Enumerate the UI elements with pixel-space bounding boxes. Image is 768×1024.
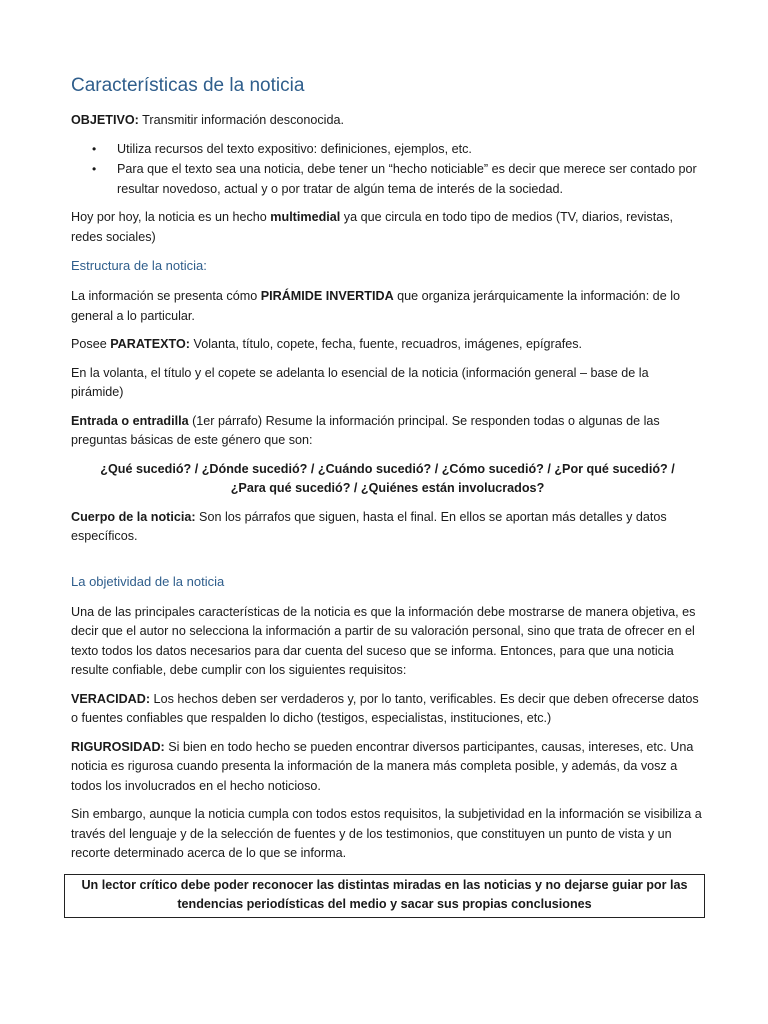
text-run: ya que circula en todo tipo de medios (TV, diarios, revistas, redes sociales) xyxy=(71,210,674,244)
subjetividad-paragraph: Sin embargo, aunque la noticia cumpla con todos estos requisitos, la subjetividad en la información se visibiliza a través del lenguaje y de la selección de fuentes y de los testimonios, que constituyen un punto de vista y un recorte determinado acerca de lo que se informa. xyxy=(71,807,702,860)
objetivo-label: OBJETIVO: xyxy=(71,113,139,127)
paratexto-paragraph xyxy=(71,335,704,355)
text-run: Si bien en todo hecho se pueden encontrar diversos participantes, causas, intereses, etc. Una noticia es rigurosa cuando presenta la información de la manera más completa posible, y además, da vosz a todos los involucrados en el hecho noticioso. xyxy=(71,739,694,793)
text-run: Posee xyxy=(71,337,111,351)
veracidad-paragraph xyxy=(71,690,704,729)
list-item-text: Para que el texto sea una noticia, debe tener un “hecho noticiable” es decir que merece ser contado por resultar novedoso, actual y o por tratar de algún tema de interés de la sociedad. xyxy=(117,162,697,196)
estructura-heading: Estructura de la noticia: xyxy=(71,258,207,273)
bold-run: VERACIDAD: xyxy=(71,691,151,706)
list-item-text: Utiliza recursos del texto expositivo: definiciones, ejemplos, etc. xyxy=(117,141,472,156)
bold-run: Entrada o entradilla xyxy=(71,413,189,428)
bold-run: PIRÁMIDE INVERTIDA xyxy=(260,289,394,303)
list-item xyxy=(92,160,704,199)
piramide-paragraph xyxy=(71,287,704,326)
bold-run: Cuerpo de la noticia: xyxy=(71,509,196,524)
text-run: Hoy por hoy, la noticia es un hecho xyxy=(71,210,271,224)
text-run: (1er párrafo) Resume la información principal. Se responden todas o algunas de las preguntas básicas de este género que son: xyxy=(71,413,660,447)
objetividad-heading: La objetividad de la noticia xyxy=(71,573,225,589)
bullet-icon: • xyxy=(92,141,97,156)
multimedial-paragraph xyxy=(71,208,704,247)
preguntas-basicas: ¿Qué sucedió? / ¿Dónde sucedió? / ¿Cuándo sucedió? / ¿Cómo sucedió? / ¿Por qué sucedió? / ¿Para qué sucedió? / ¿Quiénes están involucrados? xyxy=(100,461,675,495)
text-run: Los hechos deben ser verdaderos y, por lo tanto, verificables. Es decir que deben ofrecerse datos o fuentes confiables que respalden lo dicho (testigos, especialistas, instituciones, etc.) xyxy=(71,691,699,725)
objetivo-paragraph xyxy=(71,111,704,131)
conclusion-box: Un lector crítico debe poder reconocer las distintas miradas en las noticias y no dejarse guiar por las tendencias periodísticas del medio y sacar sus propias conclusiones xyxy=(64,874,705,918)
objetivo-text: Transmitir información desconocida. xyxy=(138,113,344,127)
cuerpo-paragraph xyxy=(71,508,704,547)
text-run: Volanta, título, copete, fecha, fuente, recuadros, imágenes, epígrafes. xyxy=(189,337,583,351)
text-run: Son los párrafos que siguen, hasta el final. En ellos se aportan más detalles y datos específicos. xyxy=(71,509,667,543)
bold-run: multimedial xyxy=(270,210,341,224)
page-title: Características de la noticia xyxy=(71,75,305,96)
bold-run: PARATEXTO: xyxy=(110,337,190,351)
bold-run: RIGUROSIDAD: xyxy=(71,739,165,754)
text-run: La información se presenta cómo xyxy=(71,289,261,303)
bullet-icon: • xyxy=(92,162,97,176)
objetividad-paragraph: Una de las principales características de la noticia es que la información debe mostrarse de manera objetiva, es decir que el autor no selecciona la información a partir de su valoración personal, sino que trata de ofrecer en el texto todos los datos necesarios para dar cuenta del suceso que se informa. Entonces, para que una noticia resulte confiable, debe cumplir con los siguientes requisitos: xyxy=(71,604,696,677)
list-item xyxy=(92,140,704,160)
text-run: que organiza jerárquicamente la información: de lo general a lo particular. xyxy=(71,289,680,323)
volanta-paragraph: En la volanta, el título y el copete se adelanta lo esencial de la noticia (información general – base de la pirámide) xyxy=(71,365,649,399)
rigurosidad-paragraph xyxy=(71,738,704,797)
features-list xyxy=(71,140,704,200)
entrada-paragraph xyxy=(71,412,704,451)
